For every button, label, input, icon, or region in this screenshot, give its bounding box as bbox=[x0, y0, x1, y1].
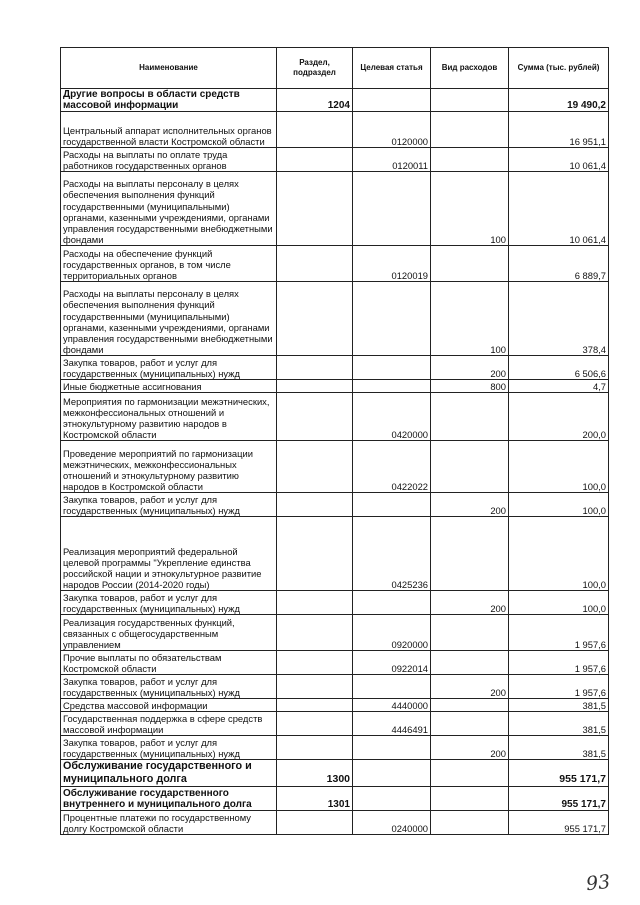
cell-type bbox=[431, 811, 509, 835]
table-row bbox=[61, 441, 609, 493]
cell-type bbox=[431, 615, 509, 651]
header-section: Раздел, подраздел bbox=[277, 48, 353, 89]
budget-table bbox=[60, 47, 609, 835]
cell-section: 1301 bbox=[277, 787, 353, 811]
cell-type bbox=[431, 89, 509, 112]
cell-section bbox=[277, 356, 353, 380]
table-body bbox=[61, 89, 609, 835]
cell-section bbox=[277, 736, 353, 760]
cell-type bbox=[431, 712, 509, 736]
cell-name: Другие вопросы в области средств массовой информации bbox=[61, 89, 277, 112]
cell-target: 4440000 bbox=[353, 699, 431, 712]
cell-section bbox=[277, 393, 353, 441]
cell-type bbox=[431, 441, 509, 493]
table-row bbox=[61, 246, 609, 282]
cell-section bbox=[277, 493, 353, 517]
cell-section: 1204 bbox=[277, 89, 353, 112]
cell-name: Центральный аппарат исполнительных органов государственной власти Костромской области bbox=[61, 112, 277, 148]
cell-name: Иные бюджетные ассигнования bbox=[61, 380, 277, 393]
cell-section bbox=[277, 699, 353, 712]
table-row bbox=[61, 380, 609, 393]
table-row bbox=[61, 356, 609, 380]
table-row bbox=[61, 787, 609, 811]
table-row bbox=[61, 615, 609, 651]
table-row bbox=[61, 517, 609, 591]
cell-type: 200 bbox=[431, 675, 509, 699]
cell-sum: 1 957,6 bbox=[509, 675, 609, 699]
cell-name: Проведение мероприятий по гармонизации межэтнических, межконфессиональных отношений и этнокультурному развитию народов в Костромской области bbox=[61, 441, 277, 493]
cell-sum: 381,5 bbox=[509, 712, 609, 736]
table-row bbox=[61, 112, 609, 148]
cell-target: 0922014 bbox=[353, 651, 431, 675]
cell-type: 200 bbox=[431, 591, 509, 615]
cell-section bbox=[277, 282, 353, 356]
cell-target: 0120000 bbox=[353, 112, 431, 148]
page-number: 93 bbox=[584, 870, 612, 896]
cell-target bbox=[353, 380, 431, 393]
cell-name: Расходы на выплаты персоналу в целях обеспечения выполнения функций государственными (муниципальными) органами, казенными учреждениями, органами управления государственными внебюджетными фондами bbox=[61, 282, 277, 356]
cell-sum: 6 506,6 bbox=[509, 356, 609, 380]
cell-section bbox=[277, 811, 353, 835]
cell-target bbox=[353, 356, 431, 380]
cell-target: 0920000 bbox=[353, 615, 431, 651]
cell-sum: 19 490,2 bbox=[509, 89, 609, 112]
table-row bbox=[61, 675, 609, 699]
header-target: Целевая статья bbox=[353, 48, 431, 89]
cell-type bbox=[431, 246, 509, 282]
cell-type: 100 bbox=[431, 282, 509, 356]
cell-sum: 100,0 bbox=[509, 517, 609, 591]
cell-name: Закупка товаров, работ и услуг для государственных (муниципальных) нужд bbox=[61, 736, 277, 760]
table-row bbox=[61, 172, 609, 246]
cell-section bbox=[277, 615, 353, 651]
cell-type: 800 bbox=[431, 380, 509, 393]
cell-sum: 955 171,7 bbox=[509, 760, 609, 787]
cell-target: 4446491 bbox=[353, 712, 431, 736]
cell-name: Закупка товаров, работ и услуг для государственных (муниципальных) нужд bbox=[61, 675, 277, 699]
cell-sum: 10 061,4 bbox=[509, 148, 609, 172]
cell-type bbox=[431, 760, 509, 787]
cell-section bbox=[277, 148, 353, 172]
cell-type: 200 bbox=[431, 356, 509, 380]
cell-name: Расходы на обеспечение функций государственных органов, в том числе территориальных органов bbox=[61, 246, 277, 282]
cell-section bbox=[277, 675, 353, 699]
cell-type bbox=[431, 787, 509, 811]
cell-section bbox=[277, 651, 353, 675]
cell-target: 0120011 bbox=[353, 148, 431, 172]
table-row bbox=[61, 760, 609, 787]
cell-section bbox=[277, 246, 353, 282]
cell-sum: 4,7 bbox=[509, 380, 609, 393]
cell-sum: 16 951,1 bbox=[509, 112, 609, 148]
table-row bbox=[61, 393, 609, 441]
cell-sum: 10 061,4 bbox=[509, 172, 609, 246]
cell-sum: 955 171,7 bbox=[509, 787, 609, 811]
table-row bbox=[61, 148, 609, 172]
cell-target: 0425236 bbox=[353, 517, 431, 591]
cell-sum: 381,5 bbox=[509, 736, 609, 760]
cell-sum: 955 171,7 bbox=[509, 811, 609, 835]
cell-target bbox=[353, 89, 431, 112]
header-row bbox=[61, 48, 609, 89]
cell-type bbox=[431, 517, 509, 591]
cell-name: Расходы на выплаты персоналу в целях обеспечения выполнения функций государственными (муниципальными) органами, казенными учреждениями, органами управления государственными внебюджетными фондами bbox=[61, 172, 277, 246]
cell-name: Мероприятия по гармонизации межэтнических, межконфессиональных отношений и этнокультурному развитию народов в Костромской области bbox=[61, 393, 277, 441]
cell-target: 0420000 bbox=[353, 393, 431, 441]
cell-sum: 6 889,7 bbox=[509, 246, 609, 282]
cell-sum: 1 957,6 bbox=[509, 615, 609, 651]
cell-target: 0422022 bbox=[353, 441, 431, 493]
header-sum: Сумма (тыс. рублей) bbox=[509, 48, 609, 89]
header-name: Наименование bbox=[61, 48, 277, 89]
cell-name: Обслуживание государственного внутреннего и муниципального долга bbox=[61, 787, 277, 811]
table-row bbox=[61, 591, 609, 615]
cell-section bbox=[277, 380, 353, 393]
cell-target bbox=[353, 172, 431, 246]
cell-name: Закупка товаров, работ и услуг для государственных (муниципальных) нужд bbox=[61, 356, 277, 380]
cell-type bbox=[431, 112, 509, 148]
header-type: Вид расходов bbox=[431, 48, 509, 89]
table-row bbox=[61, 89, 609, 112]
cell-name: Процентные платежи по государственному долгу Костромской области bbox=[61, 811, 277, 835]
cell-name: Расходы на выплаты по оплате труда работников государственных органов bbox=[61, 148, 277, 172]
table-row bbox=[61, 282, 609, 356]
cell-name: Закупка товаров, работ и услуг для государственных (муниципальных) нужд bbox=[61, 591, 277, 615]
cell-section bbox=[277, 172, 353, 246]
cell-type bbox=[431, 148, 509, 172]
cell-name: Прочие выплаты по обязательствам Костромской области bbox=[61, 651, 277, 675]
cell-target bbox=[353, 591, 431, 615]
cell-target bbox=[353, 736, 431, 760]
table-row bbox=[61, 699, 609, 712]
cell-section bbox=[277, 591, 353, 615]
cell-type: 200 bbox=[431, 736, 509, 760]
cell-sum: 100,0 bbox=[509, 441, 609, 493]
cell-section: 1300 bbox=[277, 760, 353, 787]
cell-type bbox=[431, 699, 509, 712]
table-row bbox=[61, 712, 609, 736]
cell-type bbox=[431, 393, 509, 441]
cell-sum: 100,0 bbox=[509, 493, 609, 517]
cell-target bbox=[353, 493, 431, 517]
cell-target: 0120019 bbox=[353, 246, 431, 282]
table-row bbox=[61, 736, 609, 760]
cell-name: Средства массовой информации bbox=[61, 699, 277, 712]
cell-name: Закупка товаров, работ и услуг для государственных (муниципальных) нужд bbox=[61, 493, 277, 517]
cell-type: 200 bbox=[431, 493, 509, 517]
cell-section bbox=[277, 441, 353, 493]
cell-target bbox=[353, 787, 431, 811]
table-row bbox=[61, 493, 609, 517]
cell-sum: 100,0 bbox=[509, 591, 609, 615]
cell-sum: 378,4 bbox=[509, 282, 609, 356]
cell-name: Обслуживание государственного и муниципального долга bbox=[61, 760, 277, 787]
cell-target: 0240000 bbox=[353, 811, 431, 835]
cell-name: Реализация государственных функций, связанных с общегосударственным управлением bbox=[61, 615, 277, 651]
cell-type bbox=[431, 651, 509, 675]
cell-target bbox=[353, 760, 431, 787]
cell-sum: 200,0 bbox=[509, 393, 609, 441]
cell-type: 100 bbox=[431, 172, 509, 246]
cell-section bbox=[277, 112, 353, 148]
cell-target bbox=[353, 675, 431, 699]
cell-sum: 1 957,6 bbox=[509, 651, 609, 675]
table-row bbox=[61, 651, 609, 675]
cell-name: Реализация мероприятий федеральной целевой программы "Укрепление единства российской нации и этнокультурное развитие народов России (2014-2020 годы) bbox=[61, 517, 277, 591]
cell-target bbox=[353, 282, 431, 356]
table-row bbox=[61, 811, 609, 835]
cell-section bbox=[277, 517, 353, 591]
cell-sum: 381,5 bbox=[509, 699, 609, 712]
cell-name: Государственная поддержка в сфере средств массовой информации bbox=[61, 712, 277, 736]
cell-section bbox=[277, 712, 353, 736]
